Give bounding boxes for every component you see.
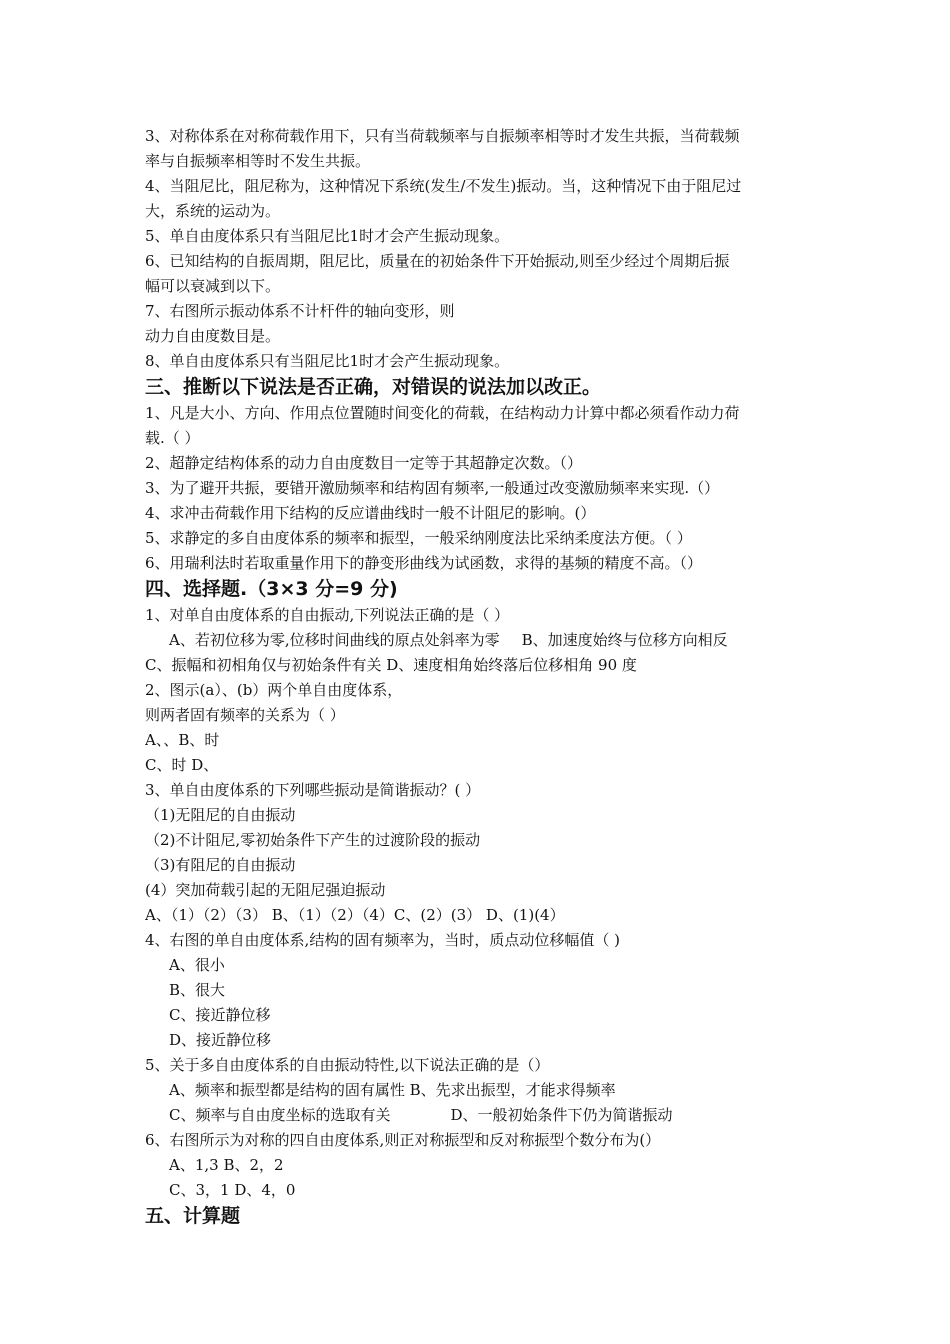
option-line: A、1,3 B、2，2: [169, 1156, 284, 1174]
text-line: 3、为了避开共振，要错开激励频率和结构固有频率,一般通过改变激励频率来实现.（）: [145, 479, 720, 497]
text-line: 4、当阻尼比，阻尼称为，这种情况下系统(发生/不发生)振动。当，这种情况下由于阻尼过: [145, 177, 742, 195]
text-line: 动力自由度数目是。: [145, 327, 281, 345]
section-heading-multiple-choice: 四、选择题.（3×3 分=9 分): [145, 578, 398, 600]
question-stem: 6、右图所示为对称的四自由度体系,则正对称振型和反对称振型个数分布为(）: [145, 1131, 661, 1149]
text-line: 幅可以衰减到以下。: [145, 277, 281, 295]
question-stem: 1、对单自由度体系的自由振动,下列说法正确的是（ ）: [145, 606, 510, 624]
text-line: 8、单自由度体系只有当阻尼比1时才会产生振动现象。: [145, 352, 510, 370]
option-line: A、（1）（2）（3） B、（1）（2）（4）C、(2）(3） D、(1)(4）: [145, 906, 565, 924]
option-line: [145, 1103, 815, 1128]
option-line: A、很小: [169, 956, 225, 974]
list-item: (4）突加荷载引起的无阻尼强迫振动: [145, 881, 386, 899]
text-line: 率与自振频率相等时不发生共振。: [145, 152, 371, 170]
text-line: 3、对称体系在对称荷载作用下，只有当荷载频率与自振频率相等时才发生共振，当荷载频: [145, 127, 740, 145]
option-line: A、、B、时: [145, 731, 220, 749]
text-line: 7、右图所示振动体系不计杆件的轴向变形，则: [145, 302, 455, 320]
document-page: [145, 124, 815, 1230]
list-item: （2)不计阻尼,零初始条件下产生的过渡阶段的振动: [145, 831, 481, 849]
option-line: C、接近静位移: [169, 1006, 271, 1024]
section-heading-calculation: 五、计算题: [145, 1205, 241, 1227]
option-line: C、振幅和初相角仅与初始条件有关 D、速度相角始终落后位移相角 90 度: [145, 656, 637, 674]
text-line: 5、求静定的多自由度体系的频率和振型，一般采纳刚度法比采纳柔度法方便。（ ）: [145, 529, 692, 547]
option-b: B、加速度始终与位移方向相反: [521, 631, 728, 649]
text-line: 6、用瑞利法时若取重量作用下的静变形曲线为试函数，求得的基频的精度不高。（）: [145, 554, 703, 572]
text-line: 6、已知结构的自振周期，阻尼比，质量在的初始条件下开始振动,则至少经过个周期后振: [145, 252, 730, 270]
option-line: D、接近静位移: [169, 1031, 272, 1049]
text-line: 2、超静定结构体系的动力自由度数目一定等于其超静定次数。（）: [145, 454, 583, 472]
text-line: 5、单自由度体系只有当阻尼比1时才会产生振动现象。: [145, 227, 510, 245]
list-item: （1)无阻尼的自由振动: [145, 806, 296, 824]
text-line: 载.（ ）: [145, 429, 200, 447]
list-item: （3)有阻尼的自由振动: [145, 856, 296, 874]
option-a: A、若初位移为零,位移时间曲线的原点处斜率为零: [169, 631, 500, 649]
question-stem: 4、右图的单自由度体系,结构的固有频率为，当时，质点动位移幅值（ ): [145, 931, 620, 949]
option-d: D、一般初始条件下仍为简谐振动: [450, 1106, 673, 1124]
option-line: [145, 628, 815, 653]
section-heading-true-false: 三、推断以下说法是否正确，对错误的说法加以改正。: [145, 376, 602, 398]
true-false-questions: [145, 401, 815, 576]
question-stem: 3、单自由度体系的下列哪些振动是简谐振动？( ）: [145, 781, 481, 799]
multiple-choice-questions: [145, 603, 815, 1203]
option-line: A、频率和振型都是结构的固有属性 B、先求出振型，才能求得频率: [169, 1081, 616, 1099]
fill-in-questions: [145, 124, 815, 374]
question-stem: 则两者固有频率的关系为（ ）: [145, 706, 345, 724]
option-line: B、很大: [169, 981, 226, 999]
text-line: 大，系统的运动为。: [145, 202, 281, 220]
text-line: 4、求冲击荷载作用下结构的反应谱曲线时一般不计阻尼的影响。(）: [145, 504, 596, 522]
question-stem: 5、关于多自由度体系的自由振动特性,以下说法正确的是（）: [145, 1056, 550, 1074]
question-stem: 2、图示(a）、(b）两个单自由度体系，: [145, 681, 403, 699]
option-c: C、频率与自由度坐标的选取有关: [169, 1106, 391, 1124]
option-line: C、3，1 D、4，0: [169, 1181, 296, 1199]
text-line: 1、凡是大小、方向、作用点位置随时间变化的荷载，在结构动力计算中都必须看作动力荷: [145, 404, 740, 422]
option-line: C、时 D、: [145, 756, 219, 774]
